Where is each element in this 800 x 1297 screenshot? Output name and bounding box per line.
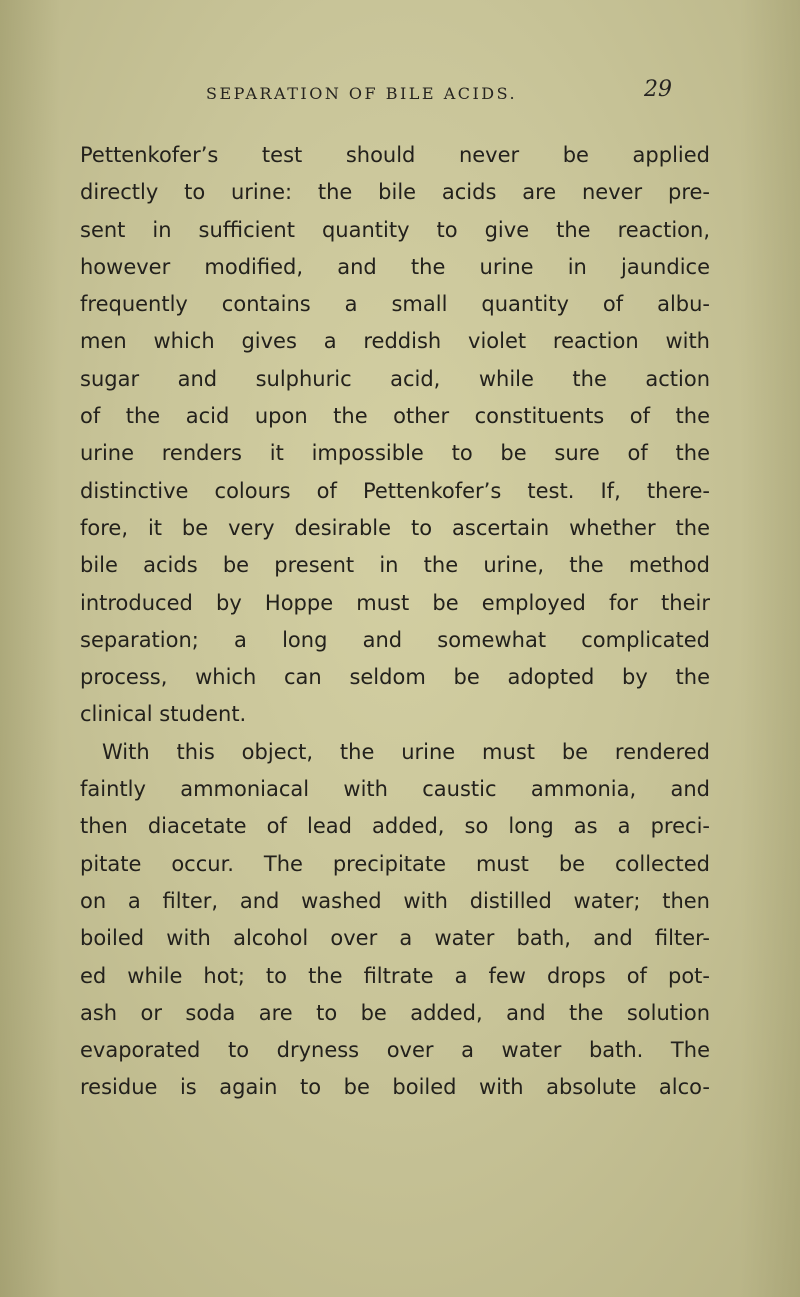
text-line: bile acids be present in the urine, the method <box>80 553 710 578</box>
text-line: urine renders it impossible to be sure of the <box>80 441 710 466</box>
text-line: ash or soda are to be added, and the solution <box>80 1000 710 1025</box>
text-line: process, which can seldom be adopted by the <box>80 665 710 690</box>
text-line: separation; a long and somewhat complicated <box>80 627 710 652</box>
text-line: pitate occur. The precipitate must be collected <box>80 851 710 876</box>
text-line: fore, it be very desirable to ascertain whether the <box>80 515 710 540</box>
page-number: 29 <box>644 77 672 102</box>
text-line: sugar and sulphuric acid, while the action <box>80 366 710 391</box>
running-head: SEPARATION OF BILE ACIDS. <box>206 84 518 103</box>
text-line: faintly ammoniacal with caustic ammonia, and <box>80 777 710 802</box>
text-line: distinctive colours of Pettenkofer’s test. If, there- <box>80 478 710 503</box>
text-line: of the acid upon the other constituents of the <box>80 404 710 429</box>
text-line: sent in sufficient quantity to give the reaction, <box>80 217 710 242</box>
text-line: frequently contains a small quantity of albu- <box>80 292 710 317</box>
text-line: directly to urine: the bile acids are never pre- <box>80 180 710 205</box>
paragraph-first-line: With this object, the urine must be rendered <box>102 739 710 764</box>
body-text <box>80 137 710 1107</box>
text-line: Pettenkofer’s test should never be applied <box>80 143 710 167</box>
text-line: introduced by Hoppe must be employed for their <box>80 590 710 615</box>
text-line: men which gives a reddish violet reaction with <box>80 329 710 354</box>
text-line: on a filter, and washed with distilled water; then <box>80 888 710 913</box>
paragraph-last-line: clinical student. <box>80 702 247 727</box>
text-line: however modified, and the urine in jaundice <box>80 254 710 279</box>
text-line: ed while hot; to the filtrate a few drops of pot- <box>80 963 710 988</box>
text-line: boiled with alcohol over a water bath, and filter- <box>80 926 710 951</box>
text-line: then diacetate of lead added, so long as a preci- <box>80 814 710 839</box>
text-line: residue is again to be boiled with absolute alco- <box>80 1075 710 1100</box>
text-line: evaporated to dryness over a water bath. The <box>80 1038 710 1063</box>
